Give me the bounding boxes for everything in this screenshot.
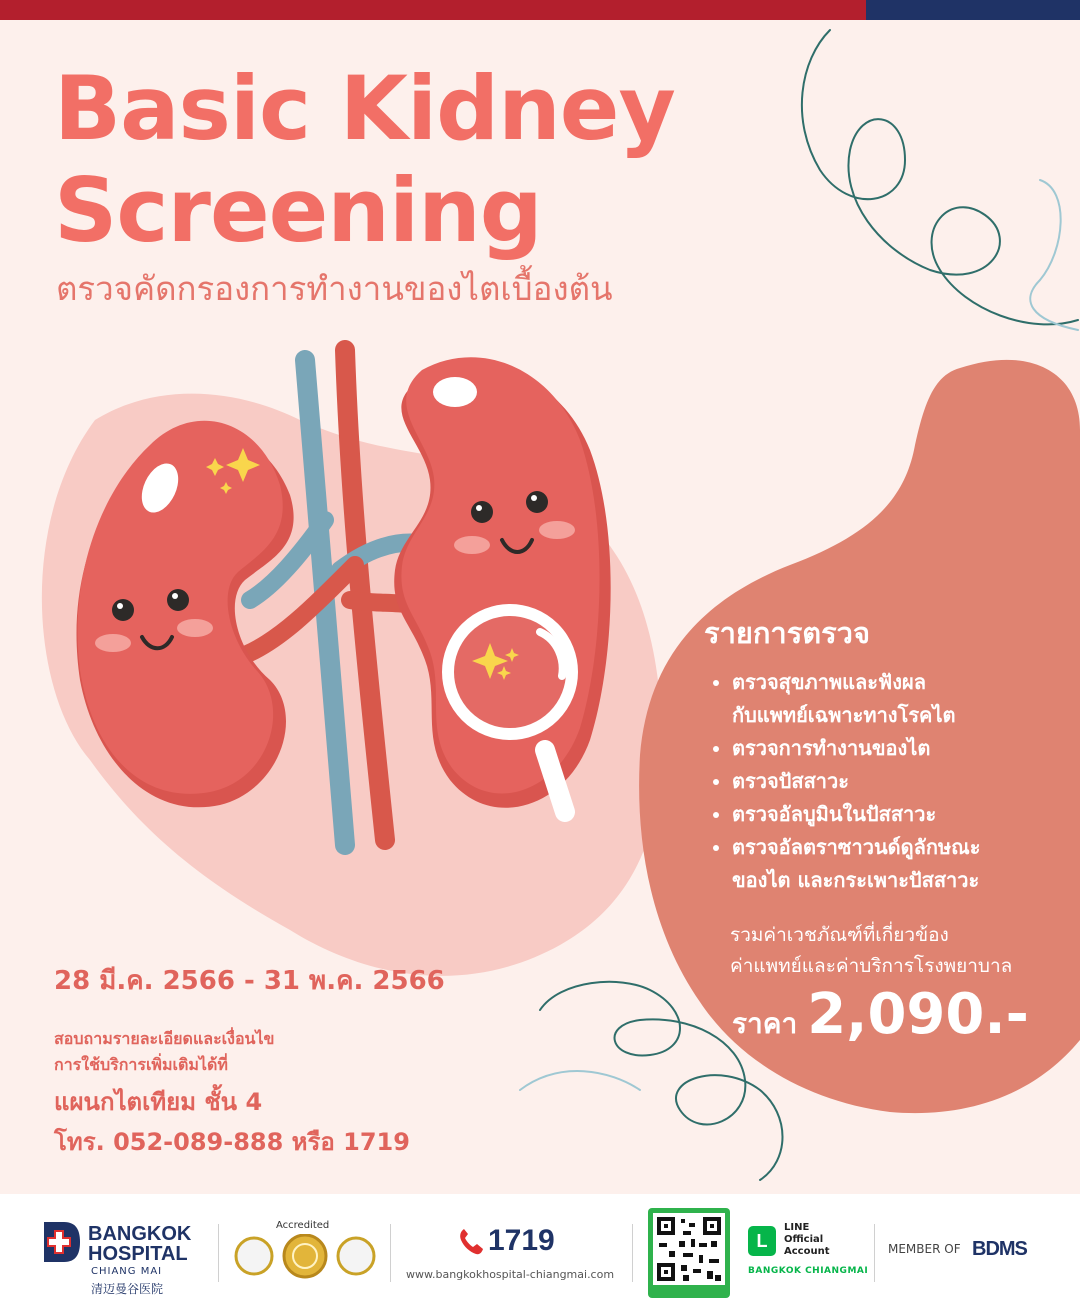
accreditation-medals-icon (230, 1234, 380, 1280)
divider (218, 1224, 219, 1282)
hospital-chinese-name: 清迈曼谷医院 (91, 1282, 164, 1296)
divider (632, 1224, 633, 1282)
bdms-logo: BDMS (972, 1238, 1027, 1260)
checkup-item: • ตรวจอัลบูมินในปัสสาวะ (732, 798, 1074, 831)
line-account-title: LINE Official Account (784, 1222, 830, 1257)
fee-note: รวมค่าเวชภัณฑ์ที่เกี่ยวข้อง ค่าแพทย์และค่าบริการโรงพยาบาล (730, 924, 1013, 977)
phone-icon (458, 1227, 484, 1255)
checkup-item: • ตรวจสุขภาพและฟังผล กับแพทย์เฉพาะทางโรคไต (732, 666, 1074, 732)
department: แผนกไตเทียม ชั้น 4 (54, 1088, 263, 1116)
qr-code-icon (648, 1208, 730, 1298)
contact-line-1: สอบถามรายละเอียดและเงื่อนไข (54, 1029, 275, 1048)
checkup-heading: รายการตรวจ (704, 616, 870, 650)
main-title (54, 58, 675, 262)
title-line-2: Screening (54, 159, 542, 262)
contact-info (54, 1026, 410, 1162)
line-account-name: BANGKOK CHIANGMAI (748, 1266, 869, 1276)
hospital-name: BANGKOK HOSPITAL (88, 1223, 192, 1265)
swirl-decoration-top (802, 30, 1078, 330)
accredited-label: Accredited (276, 1220, 330, 1231)
divider (874, 1224, 875, 1282)
hospital-branch: CHIANG MAI (91, 1266, 163, 1277)
price-value: 2,090.- (807, 982, 1029, 1047)
hospital-logo-icon (42, 1220, 82, 1264)
website-link[interactable]: www.bangkokhospital-chiangmai.com (406, 1268, 615, 1281)
checkup-item: • ตรวจอัลตราซาวนด์ดูลักษณะ ของไต และกระเพาะปัสสาวะ (732, 831, 1074, 897)
checkup-item: • ตรวจปัสสาวะ (732, 765, 1074, 798)
hotline-number[interactable]: 1719 (488, 1224, 555, 1257)
subtitle: ตรวจคัดกรองการทำงานของไตเบื้องต้น (56, 269, 613, 308)
checkup-list (704, 610, 1074, 897)
divider (390, 1224, 391, 1282)
price-label: ราคา (732, 1007, 798, 1040)
checkup-item: • ตรวจการทำงานของไต (732, 732, 1074, 765)
date-range: 28 มี.ค. 2566 - 31 พ.ค. 2566 (54, 966, 445, 996)
contact-line-2: การใช้บริการเพิ่มเติมได้ที่ (54, 1055, 228, 1074)
title-line-1: Basic Kidney (54, 57, 675, 160)
line-icon: L (748, 1226, 776, 1256)
member-of-label: MEMBER OF (888, 1242, 961, 1256)
price (732, 982, 1029, 1047)
footer (0, 1194, 1080, 1312)
qr-code-pattern (653, 1213, 725, 1285)
phone-number-text[interactable]: โทร. 052-089-888 หรือ 1719 (54, 1128, 410, 1156)
